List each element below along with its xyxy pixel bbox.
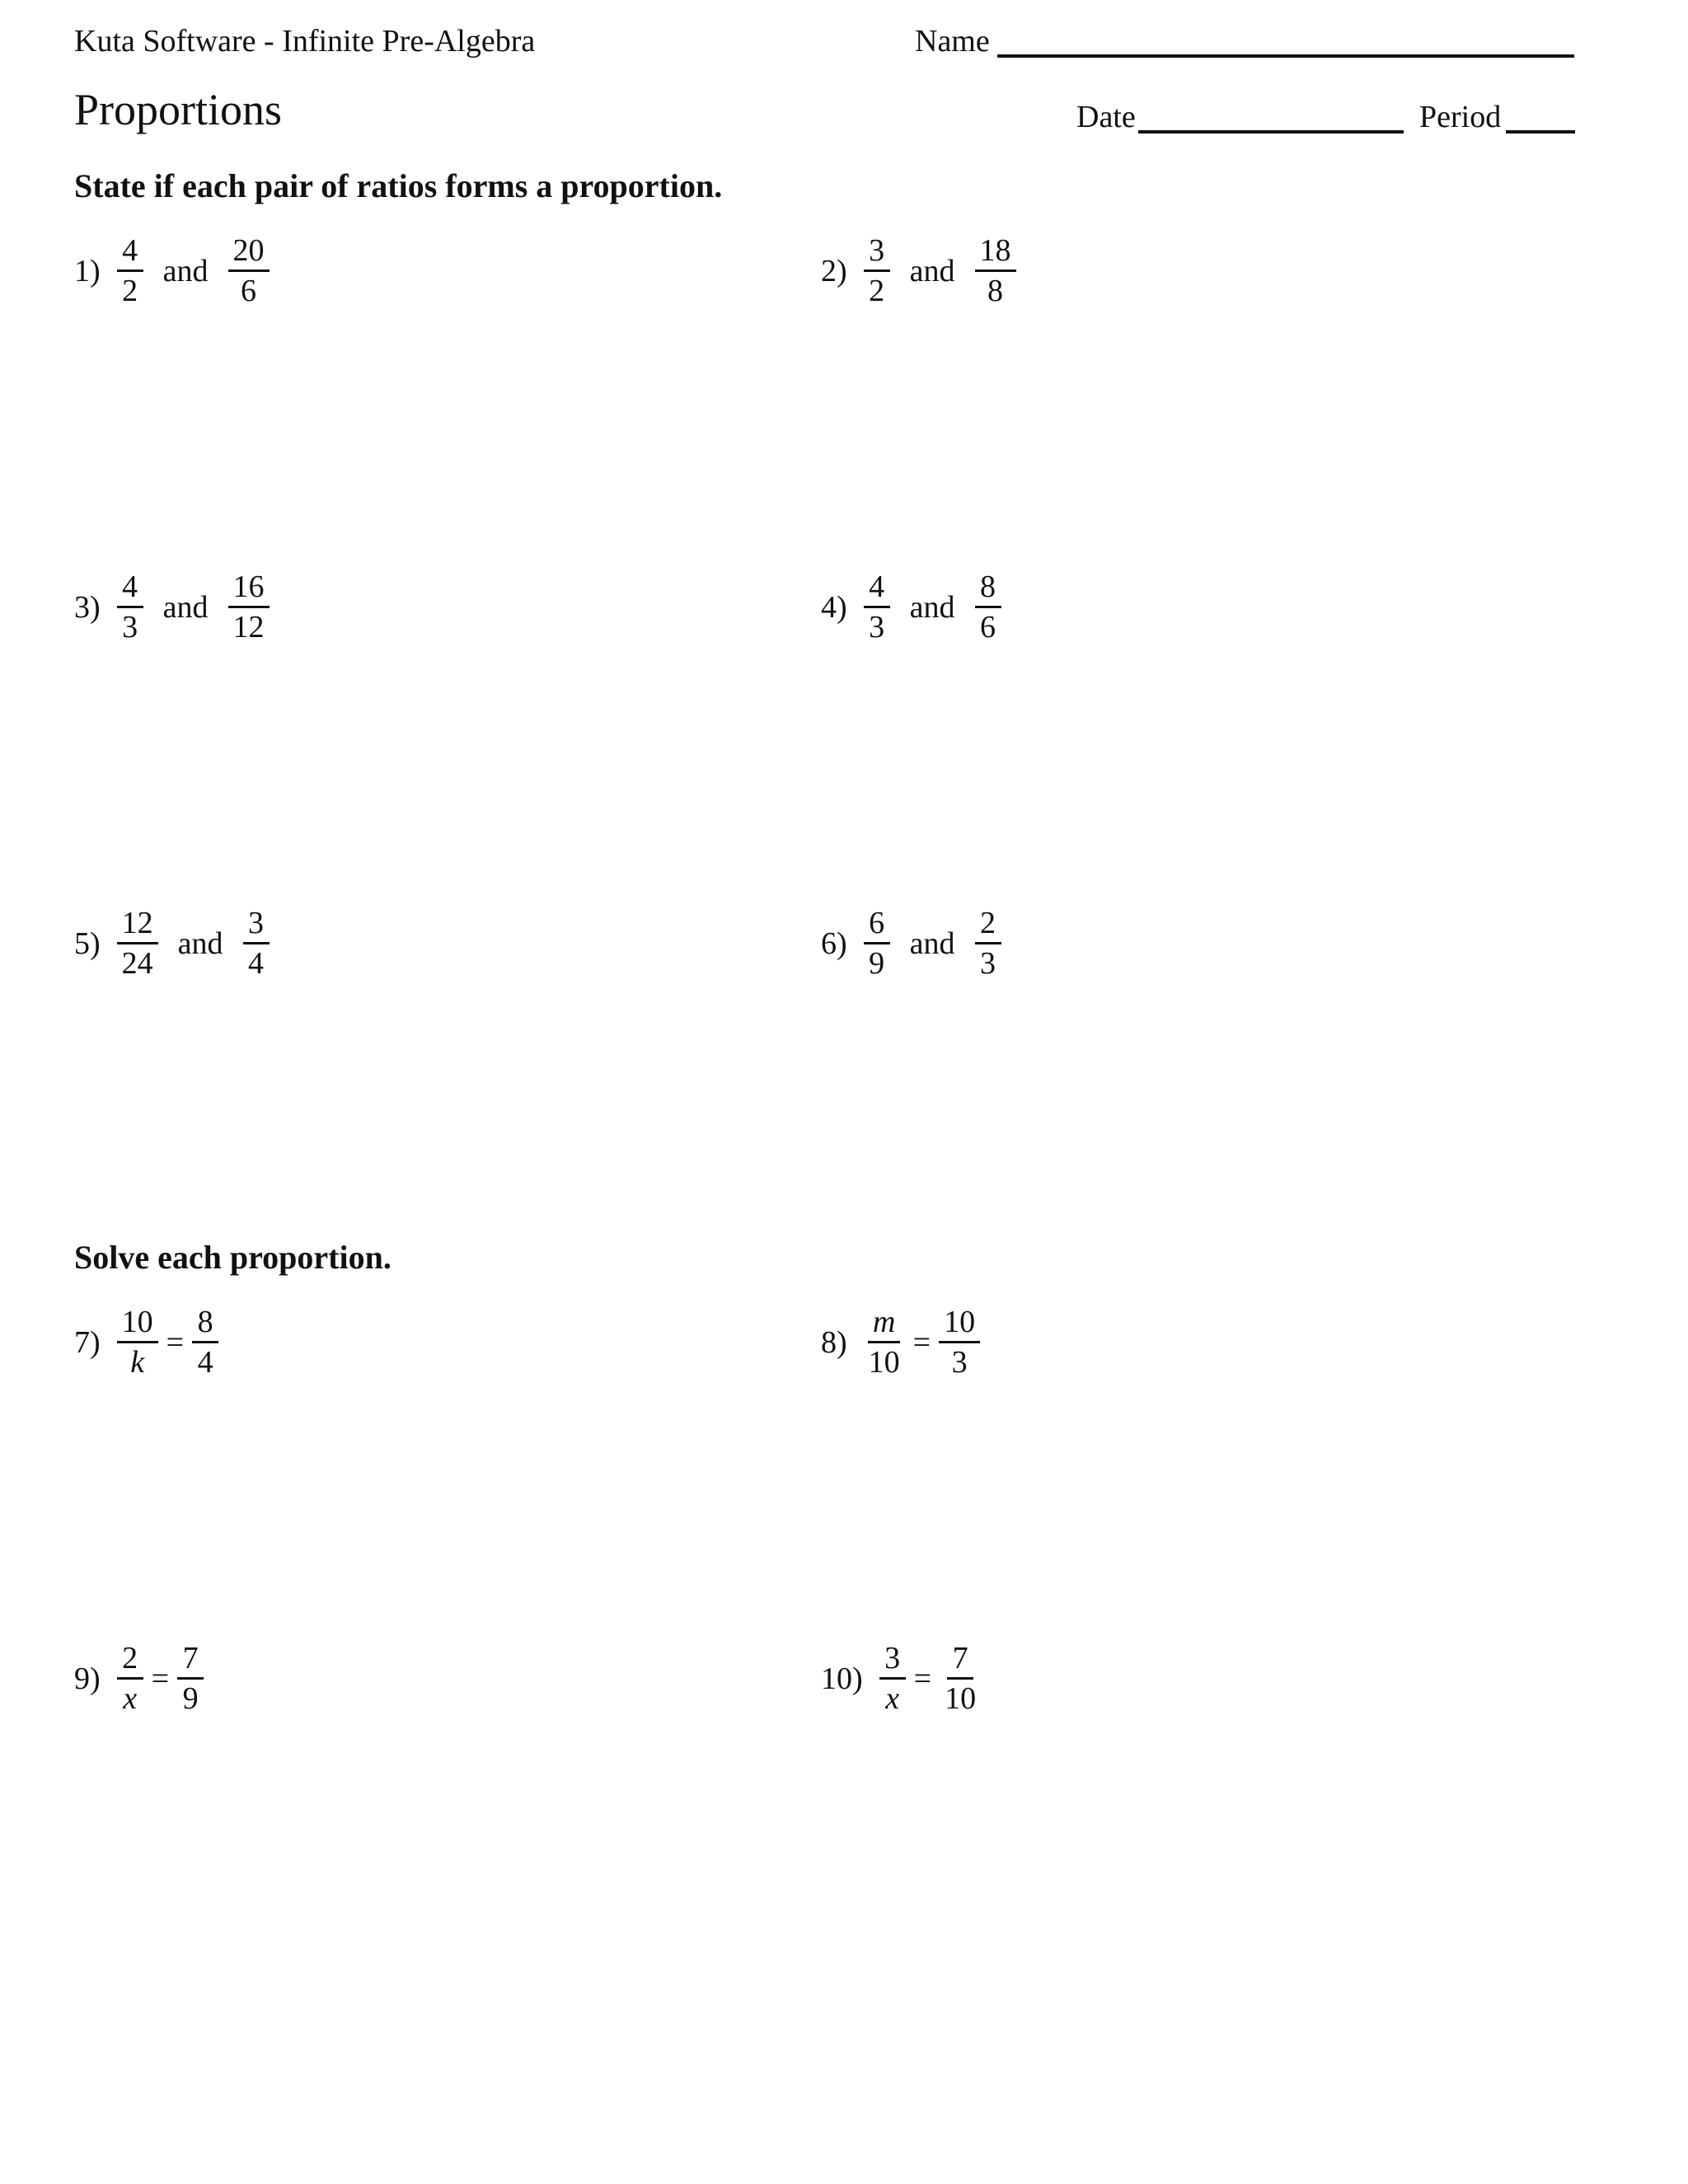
problem-number: 8) xyxy=(821,1324,847,1360)
numerator: 10 xyxy=(117,1306,158,1343)
denominator: 10 xyxy=(945,1681,977,1716)
fraction-left xyxy=(115,235,145,307)
numerator: 2 xyxy=(975,907,1001,944)
numerator: 10 xyxy=(939,1306,980,1343)
numerator: 2 xyxy=(117,1643,143,1680)
fraction-right xyxy=(938,1643,982,1714)
numerator: 8 xyxy=(192,1306,218,1343)
denominator: 8 xyxy=(987,274,1004,308)
fraction-right xyxy=(973,907,1003,979)
denominator: 4 xyxy=(248,946,265,981)
fraction-left xyxy=(862,1306,907,1378)
fraction-left xyxy=(862,571,892,643)
name-blank[interactable] xyxy=(997,54,1574,58)
section-heading-proportion-check: State if each pair of ratios forms a proportion. xyxy=(74,167,723,204)
denominator: 12 xyxy=(232,610,265,644)
denominator: 3 xyxy=(122,610,138,644)
numerator: m xyxy=(868,1306,900,1343)
denominator: 3 xyxy=(869,610,885,644)
connector: and xyxy=(162,253,209,288)
section-heading-solve: Solve each proportion. xyxy=(74,1239,392,1276)
equals-sign: = xyxy=(913,1661,932,1696)
equals-sign: = xyxy=(151,1661,170,1696)
problem-5 xyxy=(74,907,271,979)
connector: and xyxy=(909,589,955,625)
equals-sign: = xyxy=(912,1324,931,1360)
numerator: 3 xyxy=(879,1643,906,1680)
worksheet-title: Proportions xyxy=(74,85,283,134)
problem-number: 3) xyxy=(74,589,101,625)
problem-number: 7) xyxy=(74,1324,101,1360)
connector: and xyxy=(177,926,223,961)
problem-number: 9) xyxy=(74,1661,101,1696)
fraction-right xyxy=(241,907,271,979)
fraction-left xyxy=(878,1643,907,1714)
connector: and xyxy=(909,926,955,961)
problem-4 xyxy=(821,571,1003,643)
denominator: k xyxy=(130,1345,145,1380)
fraction-left xyxy=(862,235,892,307)
numerator: 18 xyxy=(975,235,1016,272)
numerator: 16 xyxy=(228,571,270,608)
fraction-left xyxy=(115,571,145,643)
date-blank[interactable] xyxy=(1138,130,1404,134)
denominator: 4 xyxy=(197,1345,213,1380)
denominator: 3 xyxy=(980,946,996,981)
period-label: Period xyxy=(1419,100,1502,134)
problem-number: 10) xyxy=(821,1661,863,1696)
period-blank[interactable] xyxy=(1506,130,1575,134)
numerator: 12 xyxy=(117,907,158,944)
connector: and xyxy=(909,253,955,288)
fraction-right xyxy=(937,1306,982,1378)
problem-8 xyxy=(821,1306,982,1378)
fraction-right xyxy=(973,235,1018,307)
numerator: 20 xyxy=(228,235,270,272)
problem-number: 2) xyxy=(821,253,847,288)
problem-6 xyxy=(821,907,1003,979)
fraction-right xyxy=(227,571,271,643)
denominator: 3 xyxy=(951,1345,968,1380)
problem-2 xyxy=(821,235,1018,307)
fraction-right xyxy=(227,235,271,307)
fraction-left xyxy=(115,1306,160,1378)
denominator: 2 xyxy=(869,274,885,308)
problem-number: 4) xyxy=(821,589,847,625)
denominator: 9 xyxy=(182,1681,199,1716)
numerator: 7 xyxy=(177,1643,204,1680)
problem-1 xyxy=(74,235,271,307)
problem-number: 6) xyxy=(821,926,847,961)
problem-number: 5) xyxy=(74,926,101,961)
problem-3 xyxy=(74,571,271,643)
numerator: 4 xyxy=(117,235,143,272)
denominator: 10 xyxy=(868,1345,900,1380)
publisher-line: Kuta Software - Infinite Pre-Algebra xyxy=(74,24,536,59)
numerator: 4 xyxy=(864,571,890,608)
fraction-right xyxy=(176,1643,205,1714)
name-label: Name xyxy=(915,24,990,59)
fraction-right xyxy=(190,1306,220,1378)
connector: and xyxy=(162,589,209,625)
equals-sign: = xyxy=(166,1324,185,1360)
numerator: 7 xyxy=(947,1643,973,1680)
denominator: 6 xyxy=(241,274,257,308)
numerator: 6 xyxy=(864,907,890,944)
problem-10 xyxy=(821,1643,982,1714)
problem-7 xyxy=(74,1306,220,1378)
numerator: 4 xyxy=(117,571,143,608)
denominator: 24 xyxy=(121,946,153,981)
fraction-left xyxy=(115,907,160,979)
numerator: 3 xyxy=(243,907,270,944)
numerator: 8 xyxy=(975,571,1001,608)
problem-9 xyxy=(74,1643,205,1714)
numerator: 3 xyxy=(864,235,890,272)
fraction-right xyxy=(973,571,1003,643)
fraction-left xyxy=(862,907,892,979)
denominator: 9 xyxy=(869,946,885,981)
denominator: 2 xyxy=(122,274,138,308)
denominator: x xyxy=(123,1681,138,1716)
fraction-left xyxy=(115,1643,145,1714)
denominator: 6 xyxy=(980,610,996,644)
problem-number: 1) xyxy=(74,253,101,288)
denominator: x xyxy=(885,1681,900,1716)
date-label: Date xyxy=(1076,100,1136,134)
